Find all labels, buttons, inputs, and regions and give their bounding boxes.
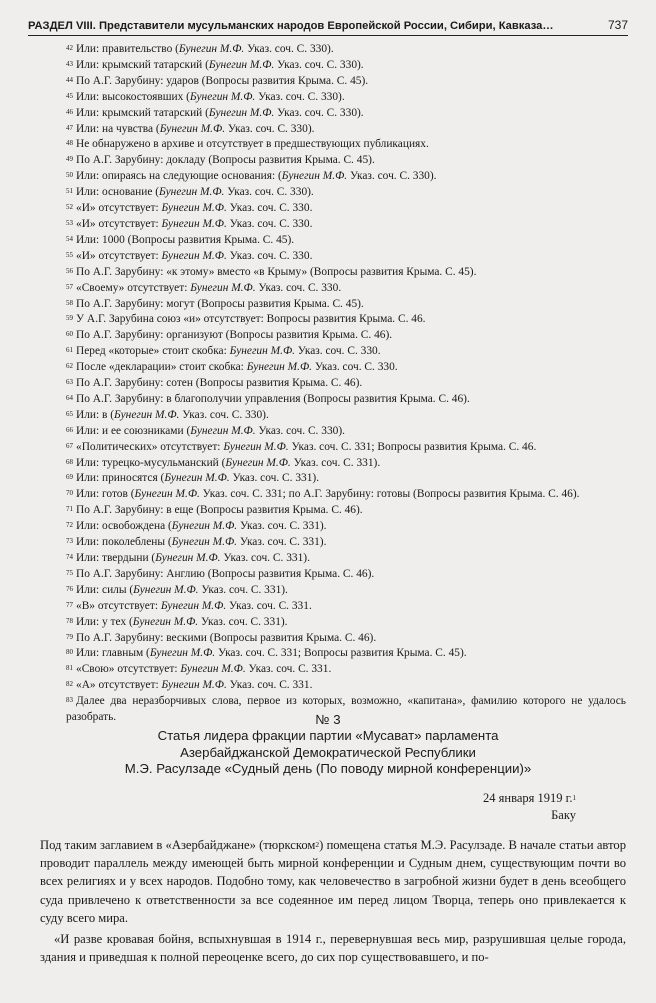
footnote-text: Или: основание ( <box>76 186 160 199</box>
footnote-citation: Указ. соч. С. 331; по А.Г. Зарубину: готовы (Вопросы развития Крыма. С. 46). <box>199 488 580 501</box>
footnote <box>66 217 626 233</box>
footnote-number: 74 <box>66 553 73 561</box>
footnote <box>66 122 626 138</box>
footnote-author: Бунегин М.Ф. <box>161 217 227 230</box>
footnote-citation: Указ. соч. С. 330. <box>255 281 342 294</box>
footnote <box>66 297 626 313</box>
footnote-text: По А.Г. Зарубину: могут (Вопросы развития Крыма. С. 45). <box>76 297 364 310</box>
footnote-number: 61 <box>66 346 73 355</box>
dateline <box>483 790 576 824</box>
footnote-number: 57 <box>66 282 73 291</box>
footnote-citation: Указ. соч. С. 330. <box>226 202 313 215</box>
footnote-author: Бунегин М.Ф. <box>229 345 295 358</box>
footnote-number: 83 <box>66 696 73 705</box>
footnote-number: 68 <box>66 457 73 466</box>
footnote <box>66 392 626 408</box>
footnote-number: 44 <box>66 75 73 84</box>
footnote-citation: Указ. соч. С. 330. <box>226 249 313 262</box>
footnote-citation: Указ. соч. С. 330). <box>274 106 364 119</box>
footnote-number: 51 <box>66 187 73 196</box>
running-title: РАЗДЕЛ VIII. Представители мусульманских народов Европейской России, Сибири, Кавказа… <box>28 20 554 32</box>
footnote-text: По А.Г. Зарубину: ударов (Вопросы развития Крыма. С. 45). <box>76 74 369 87</box>
footnote-number: 77 <box>66 600 73 609</box>
footnote-text: «В» отсутствует: <box>76 599 161 612</box>
footnote-citation: Указ. соч. С. 330). <box>225 122 315 135</box>
footnote <box>66 662 626 678</box>
footnote-author: Бунегин М.Ф. <box>180 663 246 676</box>
footnote-number: 71 <box>66 505 73 514</box>
footnote-author: Бунегин М.Ф. <box>178 43 245 55</box>
footnote-number: 47 <box>66 123 73 132</box>
footnote-author: Бунегин М.Ф. <box>281 170 348 183</box>
footnote-text: Или: готов ( <box>76 488 135 501</box>
footnote <box>66 233 626 249</box>
footnote-author: Бунегин М.Ф. <box>159 122 226 135</box>
footnote-citation: Указ. соч. С. 330. <box>312 361 398 374</box>
footnote <box>66 185 626 201</box>
footnote-citation: Указ. соч. С. 331. <box>226 679 313 692</box>
footnote-number: 72 <box>66 521 73 530</box>
footnote-author: Бунегин М.Ф. <box>155 552 221 564</box>
footnote-author: Бунегин М.Ф. <box>114 408 180 421</box>
footnote-text: «И» отсутствует: <box>76 217 162 230</box>
footnote-citation: Указ. соч. С. 331). <box>229 472 320 485</box>
footnote-text: По А.Г. Зарубину: «к этому» вместо «в Крыму» (Вопросы развития Крыма. С. 45). <box>76 265 477 278</box>
footnote-text: Или: освобождена ( <box>76 520 172 533</box>
footnote-number: 66 <box>66 425 73 434</box>
footnote-author: Бунегин М.Ф. <box>161 249 227 262</box>
footnote <box>66 42 626 58</box>
footnote-text: По А.Г. Зарубину: Англию (Вопросы развития Крыма. С. 46). <box>76 567 375 580</box>
footnote-number: 70 <box>66 489 73 498</box>
footnote-number: 75 <box>66 568 73 577</box>
footnote-citation: Указ. соч. С. 331). <box>237 536 327 549</box>
footnote-author: Бунегин М.Ф. <box>149 647 216 660</box>
p1-text-a: Под таким заглавием в «Азербайджане» (тюркском <box>40 838 316 852</box>
footnote <box>66 153 626 169</box>
running-header <box>28 10 628 36</box>
footnote-number: 62 <box>66 362 73 371</box>
footnote-author: Бунегин М.Ф. <box>161 202 227 215</box>
footnote-text: Или: силы ( <box>76 583 134 596</box>
footnote-text: По А.Г. Зарубину: сотен (Вопросы развития Крыма. С. 46). <box>76 377 363 390</box>
footnote <box>66 90 626 106</box>
document-date-row <box>483 790 576 807</box>
footnote-author: Бунегин М.Ф. <box>223 440 289 453</box>
footnote <box>66 631 626 647</box>
footnote-citation: Указ. соч. С. 330). <box>244 43 334 55</box>
footnote-author: Бунегин М.Ф. <box>171 520 238 533</box>
footnote-text: «Своему» отсутствует: <box>76 281 191 294</box>
footnote-author: Бунегин М.Ф. <box>246 361 313 374</box>
document-title-line-3: М.Э. Расулзаде «Судный день (По поводу мирной конференции)» <box>124 761 532 777</box>
article-body <box>40 836 626 969</box>
footnote-number: 82 <box>66 680 73 689</box>
footnote-citation: Указ. соч. С. 331). <box>198 583 288 596</box>
footnote-text: Или: приносятся ( <box>76 472 165 485</box>
footnote-citation: Указ. соч. С. 331; Вопросы развития Крыма. С. 45). <box>215 647 467 660</box>
footnote-number: 60 <box>66 330 73 339</box>
footnote-text: Или: высокостоявших ( <box>76 90 190 103</box>
footnote <box>66 678 626 694</box>
footnote-text: Или: поколеблены ( <box>76 536 172 549</box>
footnote <box>66 328 626 344</box>
footnote <box>66 503 626 519</box>
footnote-citation: Указ. соч. С. 330). <box>274 58 364 71</box>
footnote-citation: Указ. соч. С. 330). <box>255 424 345 437</box>
footnote-text: «И» отсутствует: <box>76 202 162 215</box>
footnote-number: 50 <box>66 171 73 180</box>
footnote-author: Бунегин М.Ф. <box>133 583 199 596</box>
footnote-author: Бунегин М.Ф. <box>160 599 227 612</box>
footnote-text: По А.Г. Зарубину: организуют (Вопросы развития Крыма. С. 46). <box>76 329 393 342</box>
footnote-text: «Политических» отсутствует: <box>76 440 224 453</box>
footnote-citation: Указ. соч. С. 331). <box>198 615 288 628</box>
footnote-author: Бунегин М.Ф. <box>189 90 256 103</box>
footnote-number: 58 <box>66 298 73 307</box>
footnote-citation: Указ. соч. С. 330). <box>179 408 269 421</box>
footnote <box>66 535 626 551</box>
footnote-citation: Указ. соч. С. 330). <box>255 90 345 103</box>
body-paragraph-1 <box>40 836 626 927</box>
footnote-text: «А» отсутствует: <box>76 679 162 692</box>
footnote-number: 54 <box>66 234 73 243</box>
footnote-text: Или: у тех ( <box>76 615 133 628</box>
document-heading <box>28 712 628 778</box>
footnote-text: Или: турецко-мусульманский ( <box>76 456 226 469</box>
footnote <box>66 599 626 615</box>
footnote-number: 48 <box>66 139 73 148</box>
footnote-number: 53 <box>66 218 73 227</box>
footnote-text: Или: опираясь на следующие основания: ( <box>76 170 282 183</box>
footnote <box>66 487 626 503</box>
footnote-text: Или: 1000 (Вопросы развития Крыма. С. 45). <box>76 233 295 246</box>
footnote-citation: Указ. соч. С. 331. <box>226 599 312 612</box>
footnote <box>66 567 626 583</box>
footnote <box>66 249 626 265</box>
footnote <box>66 519 626 535</box>
document-number: № 3 <box>315 712 341 727</box>
footnote-number: 43 <box>66 59 73 68</box>
footnote-number: 46 <box>66 107 73 116</box>
document-title-line-2: Азербайджанской Демократической Республики <box>180 744 476 760</box>
p1-text-b: ) помещена статья М.Э. Расулзаде. В начале статьи автор проводит параллель между имеющей быть мирной конференции и Судным днем, существующим почти во всех религиях и у всех народов. Подобно тому, как человечество в загробной жизни будет в день всеобщего суда привлечено к ответственности за все содеянное им перед лицом Творца, теперь оно привлекается к суду всего мира. <box>40 838 626 925</box>
footnote-text: Или: крымский татарский ( <box>76 106 209 119</box>
footnote-citation: Указ. соч. С. 330. <box>294 345 381 358</box>
footnote <box>66 201 626 217</box>
footnote-author: Бунегин М.Ф. <box>161 679 227 692</box>
footnote-text: Или: правительство ( <box>76 43 179 55</box>
page-number: 737 <box>607 18 628 32</box>
footnote-number: 78 <box>66 616 73 625</box>
footnote <box>66 106 626 122</box>
footnote <box>66 440 626 456</box>
footnote-number: 56 <box>66 266 73 275</box>
footnote-number: 64 <box>66 393 73 402</box>
footnote-number: 76 <box>66 584 73 593</box>
footnote-author: Бунегин М.Ф. <box>190 281 256 294</box>
footnote-text: «И» отсутствует: <box>76 249 162 262</box>
footnote-text: «Свою» отсутствует: <box>76 663 181 676</box>
footnote-author: Бунегин М.Ф. <box>208 58 275 71</box>
footnote-author: Бунегин М.Ф. <box>171 536 238 549</box>
footnote <box>66 551 626 567</box>
footnote-text: По А.Г. Зарубину: вескими (Вопросы развития Крыма. С. 46). <box>76 631 377 644</box>
footnote <box>66 265 626 281</box>
footnote-text: По А.Г. Зарубину: в еще (Вопросы развития Крыма. С. 46). <box>76 504 363 517</box>
footnote-text: Перед «которые» стоит скобка: <box>76 345 230 358</box>
footnotes-list <box>66 42 626 726</box>
footnote-author: Бунегин М.Ф. <box>159 186 225 199</box>
footnote-number: 63 <box>66 378 73 387</box>
footnote <box>66 583 626 599</box>
footnote <box>66 344 626 360</box>
footnote-number: 81 <box>66 664 73 673</box>
footnote <box>66 615 626 631</box>
footnote-number: 67 <box>66 441 73 450</box>
footnote <box>66 646 626 662</box>
footnote-text: По А.Г. Зарубину: докладу (Вопросы развития Крыма. С. 45). <box>76 154 375 167</box>
footnote-text: Не обнаружено в архиве и отсутствует в предшествующих публикациях. <box>76 138 429 151</box>
footnote-number: 65 <box>66 409 73 418</box>
footnote <box>66 312 626 328</box>
footnote-text: Или: главным ( <box>76 647 150 660</box>
footnote-number: 59 <box>66 314 73 323</box>
footnote-text: Далее два неразборчивых слова, первое из которых, возможно, «капитана», фамилию которого не удалось разобрать. <box>66 695 626 724</box>
footnote <box>66 74 626 90</box>
footnote-text: Или: и ее союзниками ( <box>76 424 191 437</box>
footnote-number: 49 <box>66 155 73 164</box>
footnote-citation: Указ. соч. С. 330). <box>224 186 314 199</box>
footnote-citation: Указ. соч. С. 331). <box>237 520 327 533</box>
footnote <box>66 456 626 472</box>
footnote <box>66 58 626 74</box>
footnote-number: 45 <box>66 91 73 100</box>
footnote-text: После «декларации» стоит скобка: <box>76 361 247 374</box>
footnote <box>66 376 626 392</box>
footnote-number: 42 <box>66 44 73 52</box>
footnote-text: Или: в ( <box>76 408 115 421</box>
footnote-author: Бунегин М.Ф. <box>134 488 200 501</box>
footnote-number: 55 <box>66 250 73 259</box>
footnote-author: Бунегин М.Ф. <box>208 106 275 119</box>
footnote <box>66 424 626 440</box>
footnote-citation: Указ. соч. С. 331). <box>220 552 310 564</box>
footnote-author: Бунегин М.Ф. <box>132 615 199 628</box>
footnote-citation: Указ. соч. С. 331). <box>290 456 381 469</box>
footnote-author: Бунегин М.Ф. <box>164 472 230 485</box>
document-title-line-1: Статья лидера фракции партии «Мусават» парламента <box>157 728 499 744</box>
footnote <box>66 281 626 297</box>
footnote <box>66 137 626 153</box>
body-paragraph-2: «И разве кровавая бойня, вспыхнувшая в 1914 г., перевернувшая весь мир, разрушившая целые города, здания и приведшая к полной переоценке всего, до сих пор существовавшего, и по- <box>40 932 626 965</box>
footnote-number: 80 <box>66 648 73 657</box>
footnote <box>66 408 626 424</box>
footnote-number: 52 <box>66 203 73 212</box>
footnote-citation: Указ. соч. С. 330). <box>347 170 437 183</box>
footnote-citation: Указ. соч. С. 331. <box>245 663 332 676</box>
footnote-author: Бунегин М.Ф. <box>190 424 256 437</box>
footnote <box>66 169 626 185</box>
footnote-number: 79 <box>66 632 73 641</box>
footnote-text: Или: на чувства ( <box>76 122 160 135</box>
document-place: Баку <box>551 808 576 822</box>
footnote-text: У А.Г. Зарубина союз «и» отсутствует: Вопросы развития Крыма. С. 46. <box>76 313 426 326</box>
date-footnote-ref: 1 <box>572 794 576 802</box>
footnote-text: Или: крымский татарский ( <box>76 58 209 71</box>
document-date: 24 января 1919 г. <box>483 791 573 805</box>
footnote-number: 69 <box>66 473 73 482</box>
footnote-text: Или: твердыни ( <box>76 552 156 564</box>
footnote-number: 73 <box>66 537 73 546</box>
footnote-citation: Указ. соч. С. 331; Вопросы развития Крыма. С. 46. <box>288 440 537 453</box>
footnote <box>66 360 626 376</box>
footnote-text: По А.Г. Зарубину: в благополучии управления (Вопросы развития Крыма. С. 46). <box>76 392 470 405</box>
footnote-author: Бунегин М.Ф. <box>225 456 291 469</box>
footnote-citation: Указ. соч. С. 330. <box>226 217 313 230</box>
footnote <box>66 471 626 487</box>
footnote-ref-2: 2 <box>315 840 320 849</box>
